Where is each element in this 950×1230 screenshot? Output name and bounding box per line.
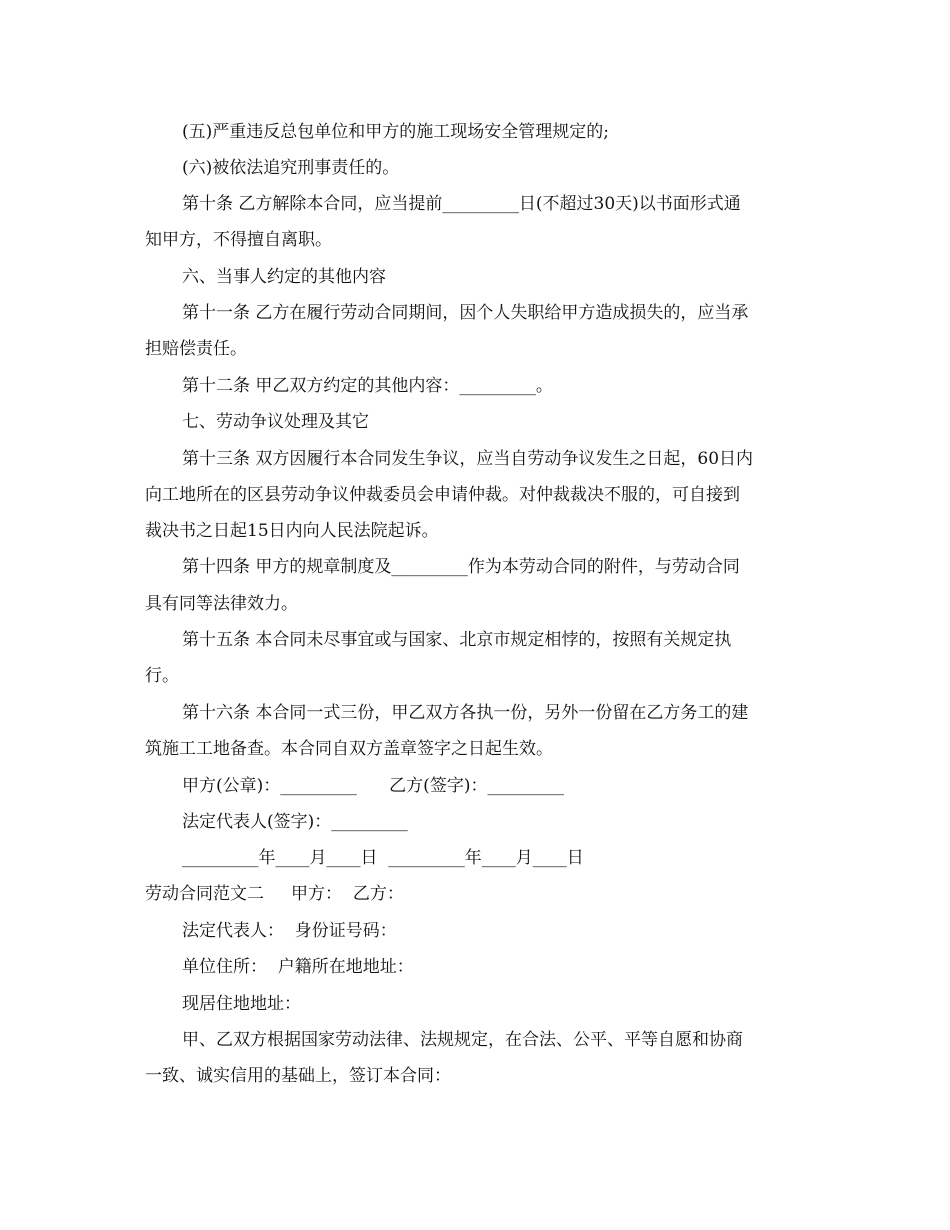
section-6-heading: 六、当事人约定的其他内容	[182, 267, 386, 287]
article-13-line-1: 第十三条 双方因履行本合同发生争议，应当自劳动争议发生之日起，60日内	[182, 449, 754, 469]
signature-dates: _________年____月____日 _________年____月____日	[182, 848, 584, 868]
article-16-line-1: 第十六条 本合同一式三份，甲乙双方各执一份，另外一份留在乙方务工的建	[182, 703, 749, 723]
address-line: 单位住所： 户籍所在地地址：	[182, 957, 414, 977]
article-12: 第十二条 甲乙双方约定的其他内容：_________。	[182, 376, 553, 396]
clause-item-5: (五)严重违反总包单位和甲方的施工现场安全管理规定的;	[182, 122, 609, 142]
clause-item-6: (六)被依法追究刑事责任的。	[182, 158, 400, 178]
signature-parties: 甲方(公章)：_________ 乙方(签字)：_________	[182, 776, 564, 796]
article-14-line-2: 具有同等法律效力。	[145, 594, 298, 614]
legal-rep-id-line: 法定代表人： 身份证号码：	[182, 921, 397, 941]
article-16-line-2: 筑施工工地备查。本合同自双方盖章签字之日起生效。	[145, 739, 553, 759]
article-13-line-3: 裁决书之日起15日内向人民法院起诉。	[145, 521, 439, 541]
article-15-line-2: 行。	[145, 666, 179, 686]
article-11-line-2: 担赔偿责任。	[145, 339, 247, 359]
signature-legal-rep: 法定代表人(签字)：_________	[182, 812, 408, 832]
article-15-line-1: 第十五条 本合同未尽事宜或与国家、北京市规定相悖的，按照有关规定执	[182, 630, 732, 650]
preamble-line-1: 甲、乙双方根据国家劳动法律、法规规定，在合法、公平、平等自愿和协商	[182, 1030, 743, 1050]
current-address-line: 现居住地地址：	[182, 994, 301, 1014]
article-13-line-2: 向工地所在的区县劳动争议仲裁委员会申请仲裁。对仲裁裁决不服的，可自接到	[145, 485, 740, 505]
contract-2-title: 劳动合同范文二 甲方： 乙方：	[145, 884, 404, 904]
preamble-line-2: 一致、诚实信用的基础上，签订本合同：	[145, 1066, 451, 1086]
article-11-line-1: 第十一条 乙方在履行劳动合同期间，因个人失职给甲方造成损失的，应当承	[182, 303, 749, 323]
section-7-heading: 七、劳动争议处理及其它	[182, 412, 369, 432]
article-14-line-1: 第十四条 甲方的规章制度及_________作为本劳动合同的附件，与劳动合同	[182, 557, 740, 577]
article-10-line-1: 第十条 乙方解除本合同，应当提前_________日(不超过30天)以书面形式通	[182, 194, 741, 214]
article-10-line-2: 知甲方，不得擅自离职。	[145, 230, 332, 250]
